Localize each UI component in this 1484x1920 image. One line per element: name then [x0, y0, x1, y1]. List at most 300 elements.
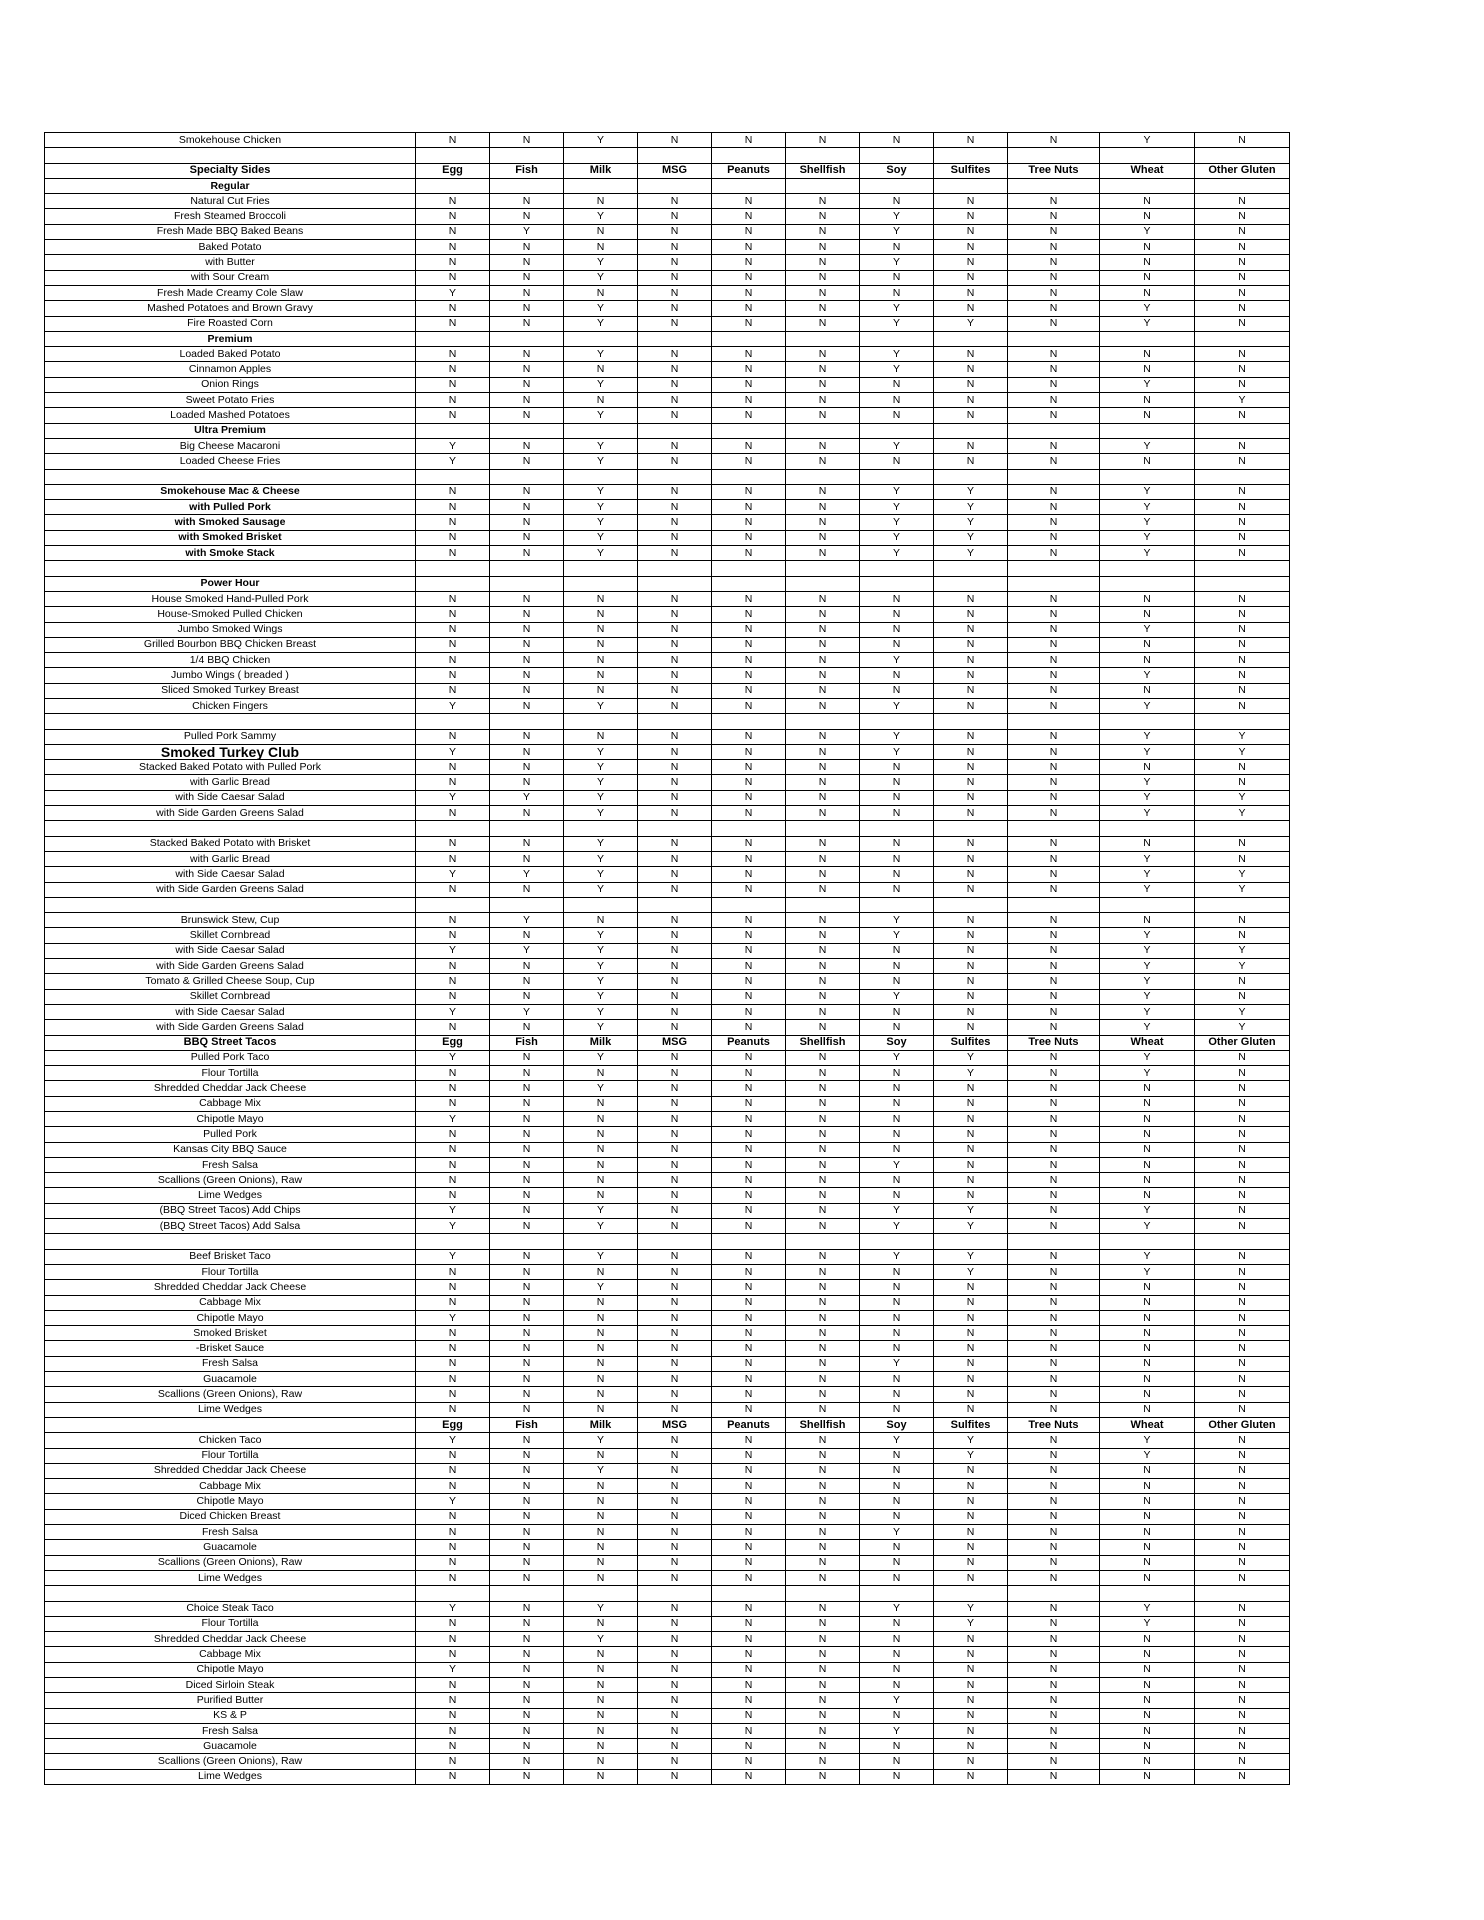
allergen-cell: N: [1008, 729, 1100, 744]
section-row: [45, 423, 1290, 438]
allergen-cell: N: [416, 1540, 490, 1555]
allergen-cell: N: [1195, 683, 1290, 698]
table-row: [45, 362, 1290, 377]
empty-cell: [416, 821, 490, 836]
allergen-cell: N: [934, 224, 1008, 239]
allergen-cell: N: [712, 1662, 786, 1677]
blank-row: [45, 1586, 1290, 1601]
allergen-cell: N: [712, 1402, 786, 1417]
allergen-cell: N: [712, 546, 786, 561]
allergen-cell: N: [1195, 1616, 1290, 1631]
allergen-cell: N: [1195, 1433, 1290, 1448]
blank-row: [45, 148, 1290, 163]
empty-cell: [1008, 423, 1100, 438]
allergen-cell: N: [490, 959, 564, 974]
allergen-cell: N: [860, 240, 934, 255]
empty-cell: [786, 1234, 860, 1249]
allergen-cell: N: [416, 515, 490, 530]
item-name: Fresh Salsa: [45, 1723, 416, 1738]
allergen-cell: N: [638, 1280, 712, 1295]
allergen-cell: N: [934, 301, 1008, 316]
item-name: Cabbage Mix: [45, 1096, 416, 1111]
allergen-cell: N: [934, 1693, 1008, 1708]
allergen-cell: N: [860, 1372, 934, 1387]
allergen-cell: N: [1100, 1723, 1195, 1738]
allergen-cell: N: [1195, 1754, 1290, 1769]
allergen-cell: N: [1100, 1173, 1195, 1188]
allergen-cell: Y: [564, 1280, 638, 1295]
allergen-cell: N: [564, 622, 638, 637]
allergen-cell: N: [1008, 806, 1100, 821]
allergen-cell: Y: [1195, 806, 1290, 821]
allergen-cell: N: [786, 668, 860, 683]
allergen-cell: N: [934, 913, 1008, 928]
allergen-cell: N: [416, 775, 490, 790]
allergen-cell: Y: [564, 377, 638, 392]
allergen-cell: Y: [564, 530, 638, 545]
allergen-cell: N: [638, 1372, 712, 1387]
allergen-cell: N: [564, 1188, 638, 1203]
empty-cell: [1195, 423, 1290, 438]
allergen-cell: N: [1195, 484, 1290, 499]
table-row: [45, 836, 1290, 851]
allergen-cell: N: [490, 1693, 564, 1708]
item-name: Sliced Smoked Turkey Breast: [45, 683, 416, 698]
allergen-cell: Y: [416, 1433, 490, 1448]
empty-cell: [1195, 469, 1290, 484]
allergen-cell: N: [638, 1310, 712, 1325]
allergen-cell: N: [934, 668, 1008, 683]
item-name: Fresh Steamed Broccoli: [45, 209, 416, 224]
allergen-cell: Y: [1100, 1616, 1195, 1631]
allergen-cell: N: [638, 285, 712, 300]
empty-cell: [490, 821, 564, 836]
section-label: Premium: [45, 331, 416, 346]
allergen-cell: N: [638, 209, 712, 224]
allergen-cell: N: [490, 1402, 564, 1417]
allergen-cell: N: [712, 1693, 786, 1708]
table-row: [45, 1173, 1290, 1188]
header-row: [45, 1035, 1290, 1050]
item-name: Loaded Baked Potato: [45, 347, 416, 362]
empty-cell: [45, 897, 416, 912]
allergen-cell: N: [1195, 1769, 1290, 1784]
table-row: [45, 316, 1290, 331]
allergen-cell: N: [564, 1570, 638, 1585]
allergen-cell: Y: [1195, 943, 1290, 958]
allergen-cell: N: [712, 362, 786, 377]
allergen-cell: N: [1008, 500, 1100, 515]
allergen-cell: N: [1195, 1647, 1290, 1662]
empty-cell: [860, 1234, 934, 1249]
allergen-cell: N: [712, 928, 786, 943]
allergen-cell: N: [490, 760, 564, 775]
allergen-cell: N: [860, 1754, 934, 1769]
allergen-cell: N: [1195, 989, 1290, 1004]
allergen-cell: N: [712, 913, 786, 928]
empty-cell: [45, 469, 416, 484]
allergen-cell: N: [934, 1020, 1008, 1035]
empty-cell: [490, 178, 564, 193]
allergen-cell: Y: [1195, 393, 1290, 408]
table-row: [45, 500, 1290, 515]
column-header: Tree Nuts: [1008, 1035, 1100, 1050]
allergen-cell: N: [638, 515, 712, 530]
item-name: Skillet Cornbread: [45, 989, 416, 1004]
allergen-cell: Y: [564, 301, 638, 316]
allergen-cell: N: [934, 637, 1008, 652]
empty-cell: [786, 178, 860, 193]
allergen-cell: N: [786, 1723, 860, 1738]
allergen-cell: N: [934, 836, 1008, 851]
allergen-cell: N: [1008, 393, 1100, 408]
allergen-cell: N: [934, 347, 1008, 362]
allergen-cell: N: [416, 622, 490, 637]
allergen-cell: Y: [1100, 698, 1195, 713]
empty-cell: [786, 821, 860, 836]
column-header: Wheat: [1100, 1035, 1195, 1050]
allergen-table: [44, 132, 1290, 1785]
allergen-cell: Y: [564, 438, 638, 453]
allergen-cell: Y: [860, 989, 934, 1004]
allergen-cell: Y: [1100, 1448, 1195, 1463]
allergen-cell: N: [860, 377, 934, 392]
allergen-cell: N: [1195, 408, 1290, 423]
allergen-cell: N: [1100, 209, 1195, 224]
column-header: Other Gluten: [1195, 1417, 1290, 1432]
allergen-cell: N: [786, 959, 860, 974]
empty-cell: [934, 148, 1008, 163]
allergen-cell: Y: [564, 209, 638, 224]
item-name: with Garlic Bread: [45, 851, 416, 866]
empty-cell: [564, 897, 638, 912]
allergen-cell: N: [786, 1754, 860, 1769]
item-name: with Side Garden Greens Salad: [45, 882, 416, 897]
allergen-cell: N: [416, 1157, 490, 1172]
allergen-cell: N: [1008, 1066, 1100, 1081]
allergen-cell: N: [1008, 1173, 1100, 1188]
empty-cell: [1195, 821, 1290, 836]
allergen-cell: N: [490, 744, 564, 759]
allergen-cell: N: [860, 1066, 934, 1081]
allergen-cell: N: [860, 133, 934, 148]
allergen-cell: N: [490, 698, 564, 713]
allergen-cell: N: [638, 1754, 712, 1769]
empty-cell: [638, 469, 712, 484]
allergen-cell: N: [490, 194, 564, 209]
allergen-cell: Y: [934, 515, 1008, 530]
column-header: Other Gluten: [1195, 1035, 1290, 1050]
column-header: MSG: [638, 1035, 712, 1050]
blank-row: [45, 1234, 1290, 1249]
empty-cell: [638, 714, 712, 729]
allergen-cell: Y: [416, 454, 490, 469]
allergen-cell: N: [934, 1387, 1008, 1402]
allergen-cell: N: [860, 1295, 934, 1310]
table-row: [45, 1769, 1290, 1784]
allergen-cell: N: [416, 959, 490, 974]
allergen-cell: Y: [490, 867, 564, 882]
allergen-cell: N: [712, 1739, 786, 1754]
allergen-cell: N: [786, 1693, 860, 1708]
column-header: Egg: [416, 163, 490, 178]
allergen-cell: Y: [860, 362, 934, 377]
item-name: Cabbage Mix: [45, 1479, 416, 1494]
item-name: Scallions (Green Onions), Raw: [45, 1555, 416, 1570]
allergen-cell: N: [712, 1356, 786, 1371]
allergen-cell: N: [1008, 530, 1100, 545]
empty-cell: [1195, 714, 1290, 729]
empty-cell: [490, 469, 564, 484]
empty-cell: [1100, 821, 1195, 836]
allergen-cell: N: [638, 1387, 712, 1402]
allergen-cell: N: [786, 1096, 860, 1111]
allergen-cell: N: [416, 1632, 490, 1647]
allergen-cell: N: [1195, 515, 1290, 530]
header-row: [45, 163, 1290, 178]
table-row: [45, 1004, 1290, 1019]
table-row: [45, 1249, 1290, 1264]
allergen-cell: N: [934, 1096, 1008, 1111]
allergen-cell: Y: [934, 1249, 1008, 1264]
allergen-cell: N: [638, 1142, 712, 1157]
allergen-cell: N: [786, 316, 860, 331]
allergen-cell: N: [786, 1157, 860, 1172]
empty-cell: [712, 148, 786, 163]
table-row: [45, 1494, 1290, 1509]
allergen-cell: N: [638, 438, 712, 453]
allergen-cell: N: [786, 790, 860, 805]
item-name: with Side Garden Greens Salad: [45, 806, 416, 821]
allergen-cell: Y: [490, 913, 564, 928]
section-row: [45, 576, 1290, 591]
table-row: [45, 1555, 1290, 1570]
allergen-cell: N: [638, 1601, 712, 1616]
allergen-cell: Y: [1100, 1203, 1195, 1218]
allergen-cell: N: [712, 1525, 786, 1540]
allergen-cell: N: [490, 1096, 564, 1111]
allergen-cell: N: [638, 1295, 712, 1310]
allergen-cell: N: [1100, 1769, 1195, 1784]
allergen-cell: N: [1195, 1448, 1290, 1463]
allergen-cell: N: [638, 591, 712, 606]
allergen-cell: N: [712, 1264, 786, 1279]
column-header: Egg: [416, 1417, 490, 1432]
table-row: [45, 1601, 1290, 1616]
allergen-cell: N: [1195, 1066, 1290, 1081]
allergen-cell: Y: [1100, 484, 1195, 499]
empty-cell: [934, 423, 1008, 438]
allergen-cell: N: [416, 1555, 490, 1570]
table-row: [45, 1708, 1290, 1723]
allergen-cell: N: [1100, 1112, 1195, 1127]
allergen-cell: N: [786, 1433, 860, 1448]
empty-cell: [934, 821, 1008, 836]
allergen-cell: N: [934, 209, 1008, 224]
allergen-cell: N: [712, 377, 786, 392]
allergen-cell: N: [416, 668, 490, 683]
allergen-cell: N: [934, 1723, 1008, 1738]
allergen-cell: N: [638, 637, 712, 652]
allergen-cell: N: [490, 1341, 564, 1356]
allergen-cell: N: [786, 1555, 860, 1570]
allergen-cell: N: [1195, 698, 1290, 713]
allergen-cell: N: [1195, 1540, 1290, 1555]
allergen-cell: N: [638, 1570, 712, 1585]
item-name: Chicken Fingers: [45, 698, 416, 713]
allergen-cell: N: [638, 1112, 712, 1127]
table-row: [45, 851, 1290, 866]
allergen-cell: N: [860, 1127, 934, 1142]
allergen-cell: Y: [564, 974, 638, 989]
empty-cell: [564, 178, 638, 193]
empty-cell: [712, 714, 786, 729]
allergen-cell: N: [712, 1387, 786, 1402]
allergen-cell: N: [860, 1020, 934, 1035]
allergen-cell: N: [712, 1509, 786, 1524]
allergen-cell: N: [490, 806, 564, 821]
allergen-cell: N: [860, 1264, 934, 1279]
empty-cell: [934, 576, 1008, 591]
allergen-cell: N: [934, 194, 1008, 209]
allergen-cell: N: [1008, 1555, 1100, 1570]
allergen-cell: N: [638, 1020, 712, 1035]
empty-cell: [1100, 897, 1195, 912]
allergen-cell: N: [638, 484, 712, 499]
allergen-cell: N: [1100, 1662, 1195, 1677]
allergen-cell: Y: [564, 546, 638, 561]
allergen-cell: N: [860, 1647, 934, 1662]
empty-cell: [934, 178, 1008, 193]
allergen-cell: N: [638, 1081, 712, 1096]
item-name: Fresh Salsa: [45, 1157, 416, 1172]
allergen-cell: N: [490, 377, 564, 392]
allergen-cell: N: [934, 1463, 1008, 1478]
empty-cell: [1100, 1234, 1195, 1249]
allergen-cell: N: [1195, 1601, 1290, 1616]
allergen-cell: N: [1008, 1326, 1100, 1341]
allergen-cell: N: [416, 1295, 490, 1310]
item-name: KS & P: [45, 1708, 416, 1723]
allergen-cell: N: [786, 1739, 860, 1754]
allergen-cell: Y: [1100, 882, 1195, 897]
item-name: Lime Wedges: [45, 1402, 416, 1417]
item-name: House Smoked Hand-Pulled Pork: [45, 591, 416, 606]
allergen-cell: N: [1008, 653, 1100, 668]
allergen-cell: N: [490, 1188, 564, 1203]
allergen-cell: N: [860, 1326, 934, 1341]
allergen-cell: N: [1100, 1632, 1195, 1647]
allergen-cell: N: [490, 775, 564, 790]
allergen-cell: N: [638, 1479, 712, 1494]
allergen-cell: N: [1008, 1754, 1100, 1769]
item-name: Flour Tortilla: [45, 1448, 416, 1463]
allergen-cell: N: [860, 882, 934, 897]
allergen-cell: N: [1195, 438, 1290, 453]
allergen-cell: N: [564, 1402, 638, 1417]
allergen-cell: N: [1008, 882, 1100, 897]
empty-cell: [786, 561, 860, 576]
allergen-cell: N: [1195, 607, 1290, 622]
allergen-cell: N: [1008, 285, 1100, 300]
allergen-cell: N: [934, 1127, 1008, 1142]
allergen-cell: N: [786, 301, 860, 316]
allergen-cell: N: [1008, 1249, 1100, 1264]
allergen-cell: N: [1008, 347, 1100, 362]
allergen-cell: N: [1008, 1112, 1100, 1127]
allergen-cell: N: [786, 851, 860, 866]
allergen-cell: N: [712, 1555, 786, 1570]
empty-cell: [1195, 576, 1290, 591]
empty-cell: [564, 148, 638, 163]
table-row: [45, 1525, 1290, 1540]
allergen-cell: N: [416, 1723, 490, 1738]
allergen-cell: N: [786, 1509, 860, 1524]
allergen-cell: N: [490, 836, 564, 851]
table-row: [45, 285, 1290, 300]
allergen-cell: N: [490, 1754, 564, 1769]
allergen-cell: N: [490, 851, 564, 866]
allergen-cell: N: [1100, 1570, 1195, 1585]
allergen-cell: N: [934, 1662, 1008, 1677]
allergen-cell: N: [416, 1066, 490, 1081]
allergen-cell: N: [1100, 1677, 1195, 1692]
allergen-cell: N: [934, 1647, 1008, 1662]
allergen-cell: Y: [564, 1081, 638, 1096]
table-row: [45, 133, 1290, 148]
allergen-cell: N: [1008, 1525, 1100, 1540]
allergen-cell: Y: [564, 484, 638, 499]
allergen-cell: N: [416, 1739, 490, 1754]
allergen-cell: N: [860, 1509, 934, 1524]
allergen-cell: N: [934, 683, 1008, 698]
allergen-cell: Y: [1100, 546, 1195, 561]
empty-cell: [564, 1234, 638, 1249]
allergen-cell: N: [490, 882, 564, 897]
allergen-cell: N: [1195, 347, 1290, 362]
allergen-cell: Y: [564, 698, 638, 713]
empty-cell: [934, 561, 1008, 576]
allergen-cell: N: [934, 408, 1008, 423]
allergen-cell: N: [638, 347, 712, 362]
table-row: [45, 347, 1290, 362]
allergen-cell: N: [1008, 1264, 1100, 1279]
allergen-cell: N: [1008, 851, 1100, 866]
allergen-cell: N: [860, 668, 934, 683]
allergen-cell: N: [416, 500, 490, 515]
table-row: [45, 1112, 1290, 1127]
allergen-cell: N: [786, 500, 860, 515]
allergen-cell: Y: [860, 1050, 934, 1065]
allergen-cell: N: [934, 729, 1008, 744]
empty-cell: [1008, 148, 1100, 163]
allergen-cell: N: [564, 1173, 638, 1188]
table-row: [45, 1387, 1290, 1402]
allergen-cell: Y: [860, 1219, 934, 1234]
allergen-cell: N: [564, 1479, 638, 1494]
allergen-cell: N: [712, 744, 786, 759]
allergen-cell: N: [786, 637, 860, 652]
item-name: Lime Wedges: [45, 1188, 416, 1203]
empty-cell: [860, 897, 934, 912]
allergen-cell: Y: [860, 301, 934, 316]
allergen-cell: Y: [1100, 989, 1195, 1004]
allergen-cell: Y: [1100, 1249, 1195, 1264]
allergen-table-body: [45, 133, 1290, 1785]
allergen-cell: N: [1100, 285, 1195, 300]
empty-cell: [45, 561, 416, 576]
empty-cell: [416, 178, 490, 193]
